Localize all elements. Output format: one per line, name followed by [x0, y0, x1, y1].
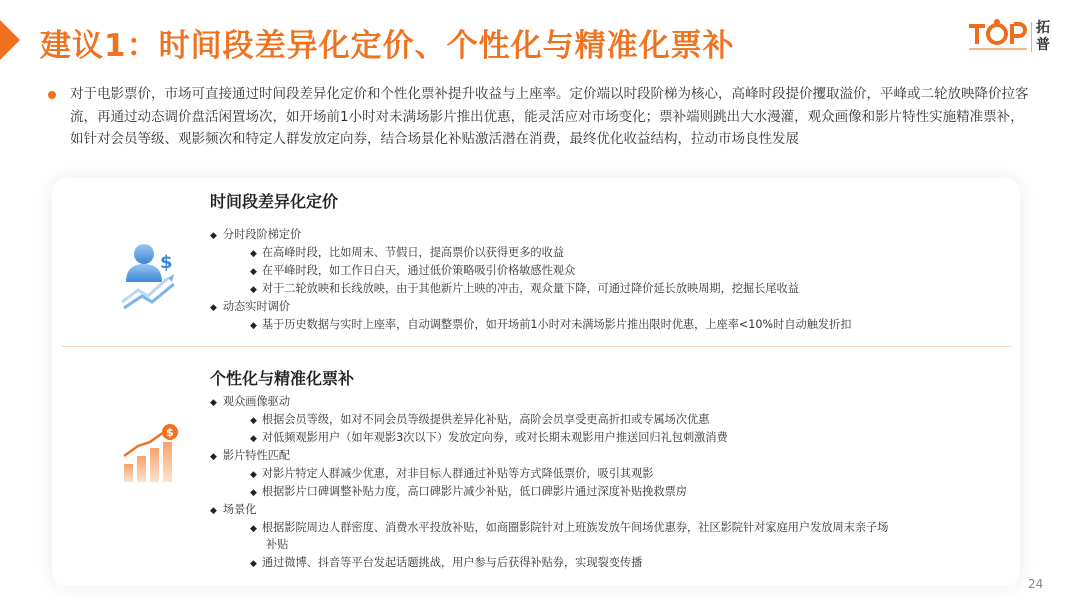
list-item: ◆ 对影片特定人群减少优惠，对非目标人群通过补贴等方式降低票价，吸引其观影: [250, 466, 654, 483]
list-item: ◆ 分时段阶梯定价: [210, 227, 301, 244]
page-number: 24: [1028, 577, 1044, 591]
intro-text: 对于电影票价，市场可直接通过时间段差异化定价和个性化票补提升收益与上座率。定价端以时段阶梯为核心，高峰时段提价攫取溢价，平峰或二轮放映降价拉客流，再通过动态调价盘活闲置场次，如开场前1小时对未满场影片推出优惠，能灵活应对市场变化；票补端则跳出大水漫灌，观众画像和影片特性实施精准票补，如针对会员等级、观影频次和特定人群发放定向券，结合场景化补贴激活潜在消费，最终优化收益结构，拉动市场良性发展: [70, 86, 1029, 147]
list-item: ◆ 影片特性匹配: [210, 448, 290, 465]
title-bar: [0, 18, 1080, 62]
list-item: ◆ 基于历史数据与实时上座率，自动调整票价，如开场前1小时对未满场影片推出限时优惠，上座率<10%时自动触发折扣: [250, 317, 851, 334]
person-dollar-growth-icon: [118, 238, 190, 310]
list-item: ◆ 根据会员等级，如对不同会员等级提供差异化补贴，高阶会员享受更高折扣或专属场次优惠: [250, 412, 709, 429]
svg-text:$: $: [166, 426, 174, 439]
list-item: ◆ 根据影片口碑调整补贴力度，高口碑影片减少补贴，低口碑影片通过深度补贴挽救票房: [250, 484, 687, 501]
svg-text:$: $: [160, 252, 173, 273]
title-arrow-icon: [0, 18, 22, 62]
section-title-time-pricing: 时间段差异化定价: [210, 192, 339, 211]
intro-paragraph: [48, 83, 1033, 151]
brand-logo: [968, 16, 1064, 64]
list-item: ◆ 场景化: [210, 502, 257, 519]
list-item: ◆ 动态实时调价: [210, 299, 290, 316]
list-item: ◆ 根据影院周边人群密度、消费水平投放补贴，如商圈影院针对上班族发放午间场优惠券，社区影院针对家庭用户发放周末亲子场: [250, 520, 888, 537]
section-divider: [62, 346, 1012, 347]
logo-divider: [1031, 22, 1032, 52]
bar-chart-coin-icon: [120, 422, 184, 486]
top-logo-icon: [968, 16, 1030, 56]
content-card: [52, 178, 1020, 586]
page-title: 建议1：时间段差异化定价、个性化与精准化票补: [40, 28, 735, 64]
list-item: ◆ 对低频观影用户（如年观影3次以下）发放定向券，或对长期未观影用户推送回归礼包刺激消费: [250, 430, 728, 447]
list-item: ◆ 在平峰时段，如工作日白天，通过低价策略吸引价格敏感性观众: [250, 263, 575, 280]
list-item: ◆ 对于二轮放映和长线放映，由于其他新片上映的冲击，观众量下降，可通过降价延长放映周期，挖掘长尾收益: [250, 281, 799, 298]
list-item: ◆ 观众画像驱动: [210, 394, 290, 411]
list-item: ◆ 通过微博、抖音等平台发起话题挑战，用户参与后获得补贴券，实现裂变传播: [250, 555, 642, 572]
list-item-continuation: 补贴: [266, 538, 289, 551]
section-title-personalized-subsidy: 个性化与精准化票补: [210, 369, 355, 388]
list-item: ◆ 在高峰时段，比如周末、节假日，提高票价以获得更多的收益: [250, 245, 564, 262]
logo-chinese-text: 拓普: [1036, 20, 1050, 53]
bullet-dot-icon: [48, 91, 56, 99]
